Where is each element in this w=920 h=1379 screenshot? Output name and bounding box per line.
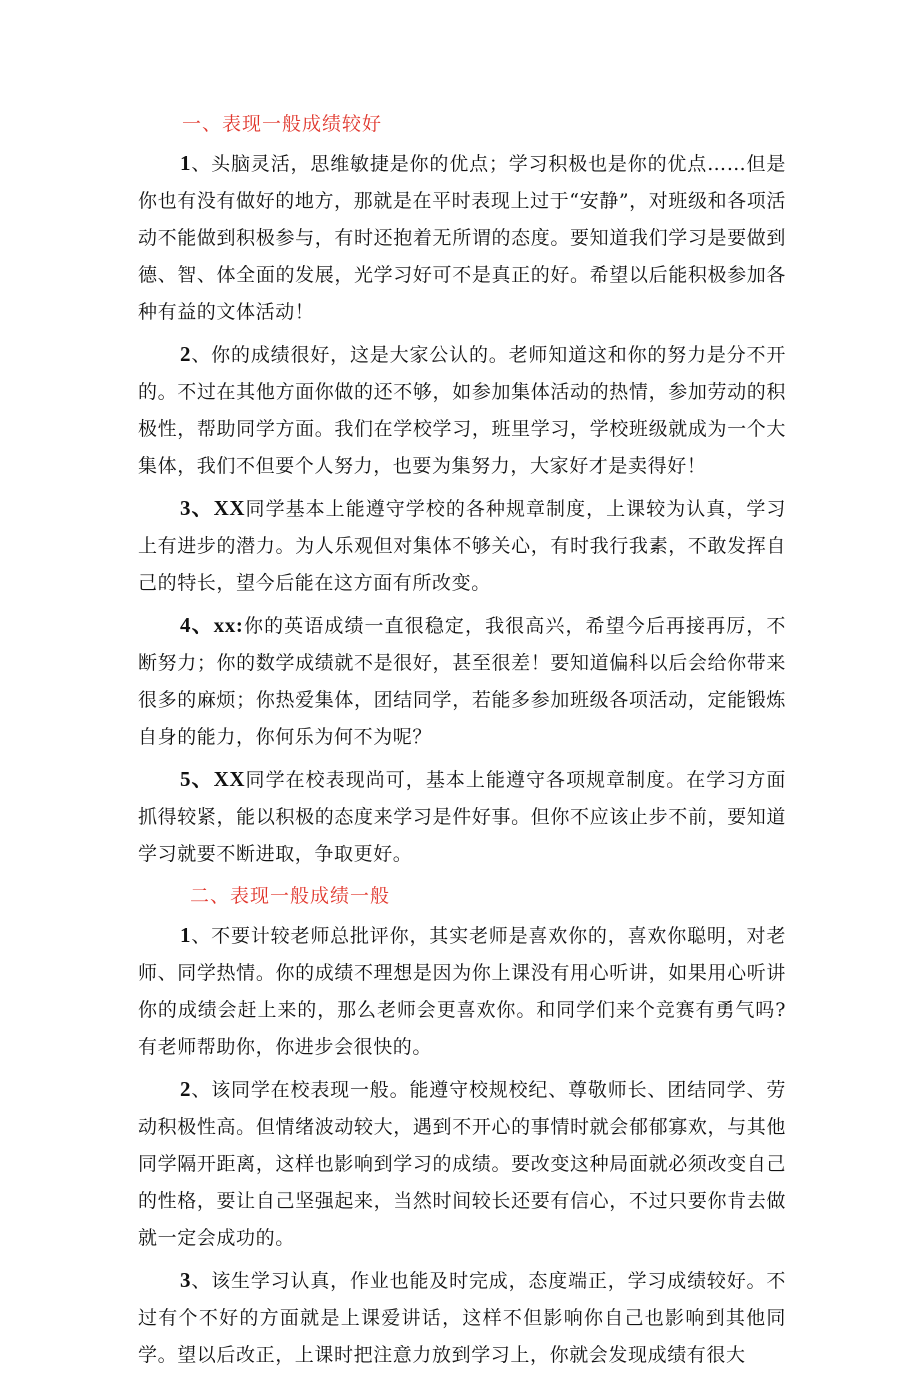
item-number: 1 — [180, 151, 192, 175]
comment-paragraph-1-4 — [138, 607, 786, 756]
paragraph-text: 同学基本上能遵守学校的各种规章制度，上课较为认真，学习上有进步的潜力。为人乐观但对集体不够关心，有时我行我素，不敢发挥自己的特长，望今后能在这方面有所改变。 — [138, 498, 787, 594]
paragraph-text: 、你的成绩很好，这是大家公认的。老师知道这和你的努力是分不开的。不过在其他方面你做的还不够，如参加集体活动的热情，参加劳动的积极性，帮助同学方面。我们在学校学习，班里学习，学校班级就成为一个大集体，我们不但要个人努力，也要为集努力，大家好才是卖得好！ — [138, 344, 786, 477]
comment-paragraph-1-3 — [138, 490, 786, 602]
comment-paragraph-2-3 — [138, 1262, 786, 1374]
document-page — [138, 106, 786, 1379]
item-number: 3 — [180, 1268, 192, 1292]
section-heading-2: 二、表现一般成绩一般 — [190, 885, 391, 907]
paragraph-text: 、不要计较老师总批评你，其实老师是喜欢你的，喜欢你聪明，对老师、同学热情。你的成绩不理想是因为你上课没有用心听讲，如果用心听讲你的成绩会赶上来的，那么老师会更喜欢你。和同学们来个竞赛有勇气吗?有老师帮助你，你进步会很快的。 — [138, 925, 786, 1058]
paragraph-text: 、头脑灵活，思维敏捷是你的优点；学习积极也是你的优点……但是你也有没有做好的地方，那就是在平时表现上过于“安静”，对班级和各项活动不能做到积极参与，有时还抱着无所谓的态度。要知道我们学习是要做到德、智、体全面的发展，光学习好可不是真正的好。希望以后能积极参加各种有益的文体活动！ — [138, 153, 786, 323]
paragraph-text: 你的英语成绩一直很稳定，我很高兴，希望今后再接再厉，不断努力；你的数学成绩就不是很好，甚至很差！要知道偏科以后会给你带来很多的麻烦；你热爱集体，团结同学，若能多参加班级各项活动，定能锻炼自身的能力，你何乐为何不为呢？ — [138, 615, 786, 748]
comment-paragraph-1-5 — [138, 761, 786, 873]
section-heading-1: 一、表现一般成绩较好 — [182, 113, 383, 135]
comment-paragraph-1-2 — [138, 336, 786, 485]
paragraph-text: 、该生学习认真，作业也能及时完成，态度端正，学习成绩较好。不过有个不好的方面就是上课爱讲话，这样不但影响你自己也影响到其他同学。望以后改正，上课时把注意力放到学习上，你就会发现成绩有很大 — [138, 1270, 786, 1366]
paragraph-text: 、该同学在校表现一般。能遵守校规校纪、尊敬师长、团结同学、劳动积极性高。但情绪波动较大，遇到不开心的事情时就会郁郁寡欢，与其他同学隔开距离，这样也影响到学习的成绩。要改变这种局面就必须改变自己的性格，要让自己坚强起来，当然时间较长还要有信心，不过只要你肯去做就一定会成功的。 — [138, 1079, 786, 1249]
item-number: 3、XX — [180, 496, 246, 520]
paragraph-text: 同学在校表现尚可，基本上能遵守各项规章制度。在学习方面抓得较紧，能以积极的态度来学习是件好事。但你不应该止步不前，要知道学习就要不断进取，争取更好。 — [138, 769, 787, 865]
comment-paragraph-2-1 — [138, 917, 786, 1066]
item-number: 2 — [180, 1077, 192, 1101]
comment-paragraph-1-1 — [138, 145, 786, 331]
item-number: 4、xx: — [180, 613, 244, 637]
item-number: 1 — [180, 923, 192, 947]
item-number: 2 — [180, 342, 192, 366]
item-number: 5、XX — [180, 767, 246, 791]
comment-paragraph-2-2 — [138, 1071, 786, 1257]
